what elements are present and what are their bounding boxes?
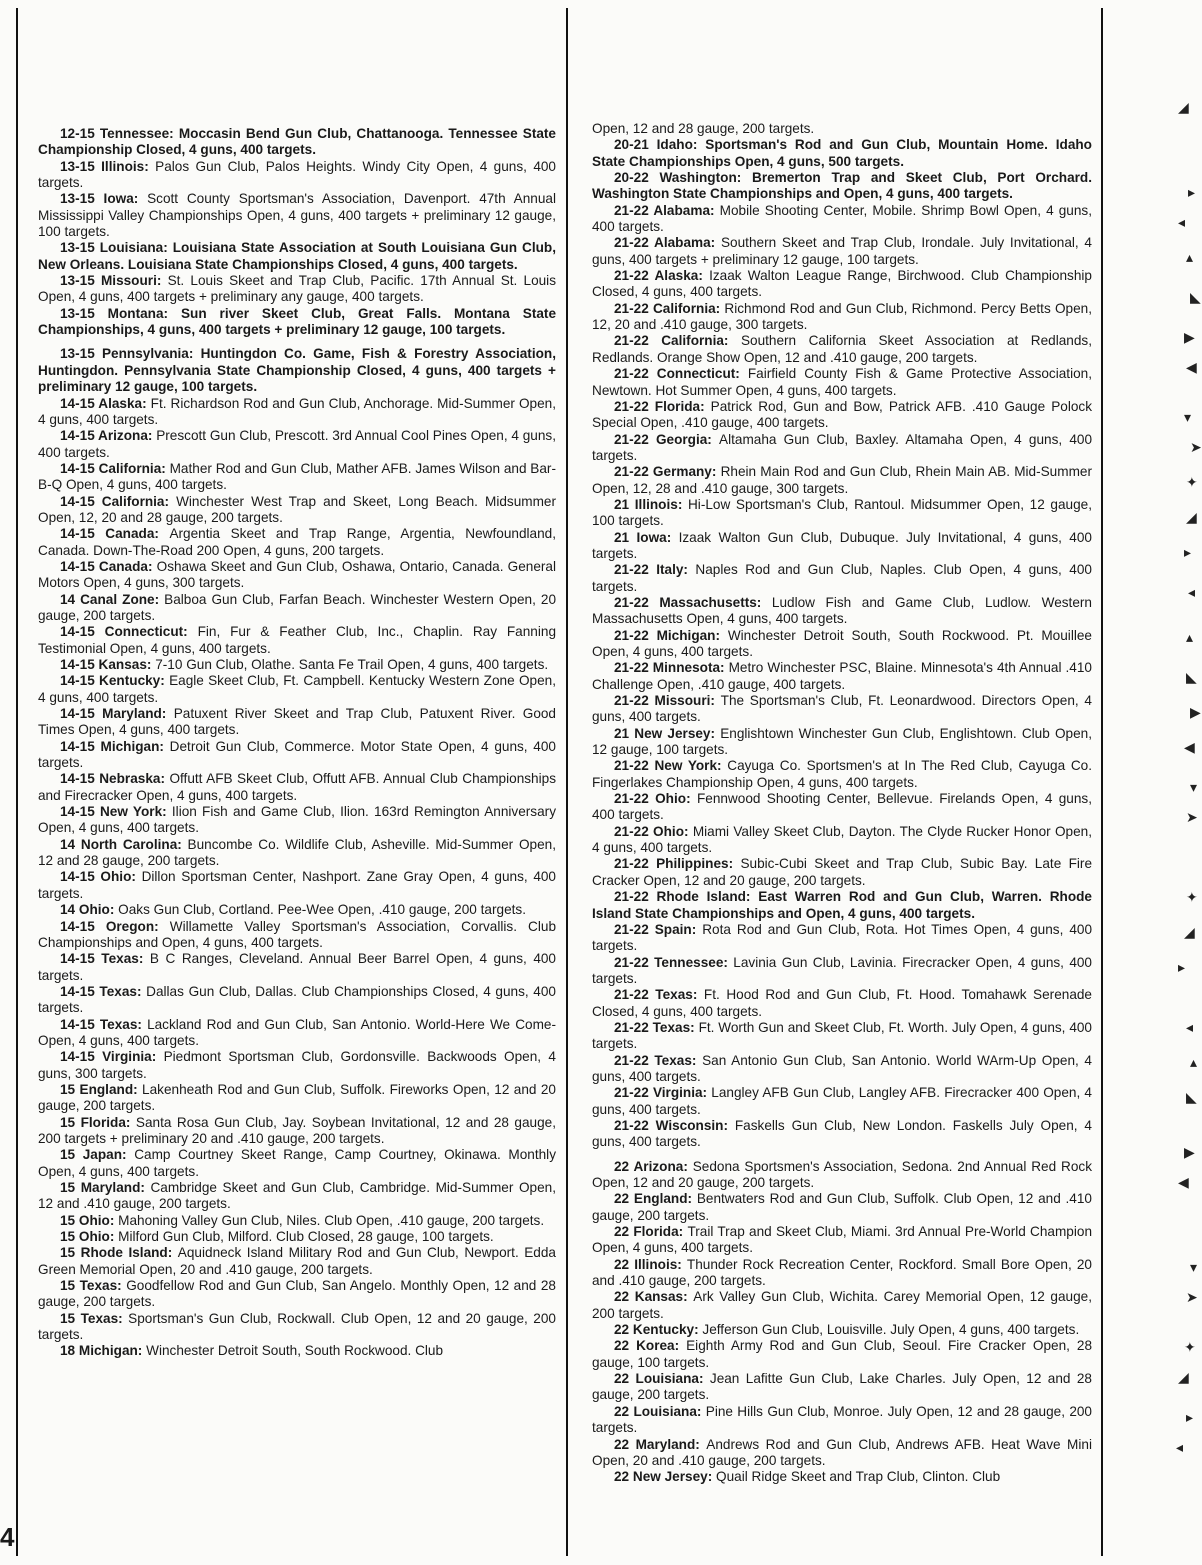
entry-date-location: 22 Maryland: [614, 1436, 707, 1452]
entry-details: Jean Lafitte Gun Club, Lake Charles. July Open, 12 and 28 gauge, 200 targets. [592, 1371, 1092, 1403]
entry-date-location: 13-15 Missouri: [60, 273, 168, 289]
schedule-entry [38, 1213, 556, 1229]
entry-date-location: 14-15 Connecticut: [60, 624, 198, 640]
schedule-entry [38, 592, 556, 625]
schedule-entry [592, 1404, 1092, 1437]
entry-date-location: 14-15 Canada: [60, 526, 170, 542]
schedule-entry [38, 771, 556, 804]
schedule-entry [38, 1115, 556, 1148]
entry-details: Ft. Worth Gun and Skeet Club, Ft. Worth. July Open, 4 guns, 400 targets. [592, 1019, 1092, 1052]
entry-details: The Sportsman's Club, Ft. Leonardwood. Directors Open, 4 guns, 400 targets. [592, 693, 1092, 725]
schedule-entry [38, 526, 556, 559]
schedule-entry [38, 306, 556, 339]
entry-details: B C Ranges, Cleveland. Annual Beer Barrel Open, 4 guns, 400 targets. [38, 951, 556, 983]
entry-details: St. Louis Skeet and Trap Club, Pacific. 17th Annual St. Louis Open, 4 guns, 400 targets + preliminary any gauge, 400 targets. [38, 273, 557, 305]
bleed-mark: ▾ [1190, 779, 1198, 795]
entry-date-location: 21-22 Wisconsin: [614, 1117, 735, 1133]
entry-details: Eighth Army Rod and Gun Club, Seoul. Fire Cracker Open, 28 gauge, 100 targets. [592, 1338, 1092, 1370]
bleed-mark: ▴ [1186, 629, 1194, 645]
entry-details: Ft. Richardson Rod and Gun Club, Anchorage. Mid-Summer Open, 4 guns, 400 targets. [38, 395, 556, 427]
bleed-mark: ◀ [1184, 739, 1195, 755]
entry-date-location: 14-15 Alaska: [60, 395, 151, 411]
entry-date-location: 21-22 New York: [614, 758, 728, 774]
schedule-entry [592, 726, 1092, 759]
entry-details: Southern California Skeet Association at Redlands, Redlands. Orange Show Open, 12 and .410 gauge, 200 targets. [592, 333, 1092, 365]
schedule-entry [592, 301, 1092, 334]
entry-date-location: 14-15 Oregon: [60, 918, 170, 934]
entry-details: Altamaha Gun Club, Baxley. Altamaha Open, 4 guns, 400 targets. [592, 431, 1093, 463]
entry-date-location: 22 Florida: [614, 1224, 688, 1240]
entry-details: Englishtown Winchester Gun Club, Englishtown. Club Open, 12 gauge, 100 targets. [592, 725, 1092, 758]
entry-date-location: 15 Ohio: [60, 1212, 119, 1228]
entry-details: Lakenheath Rod and Gun Club, Suffolk. Fireworks Open, 12 and 20 gauge, 200 targets. [38, 1081, 556, 1114]
entry-date-location: 21-22 Texas: [614, 1019, 699, 1035]
entry-details: San Antonio Gun Club, San Antonio. World WArm-Up Open, 4 guns, 400 targets. [592, 1052, 1092, 1084]
entry-details: Izaak Walton Gun Club, Dubuque. July Invitational, 4 guns, 400 targets. [592, 529, 1092, 561]
schedule-entry [592, 922, 1092, 955]
schedule-entry [38, 951, 556, 984]
entry-date-location: 14-15 Ohio: [60, 869, 142, 885]
schedule-entry [592, 595, 1092, 628]
bleed-mark: ✦ [1186, 889, 1198, 905]
entry-date-location: 21-22 Rhode Island: [614, 889, 759, 905]
entry-date-location: 22 England: [614, 1191, 697, 1207]
entry-date-location: 14-15 Kansas: [60, 657, 156, 672]
schedule-entry [592, 432, 1092, 465]
schedule-entry [38, 657, 556, 673]
entry-date-location: 14-15 Kentucky: [60, 673, 170, 689]
entry-date-location: 22 Louisiana: [614, 1371, 710, 1387]
bleed-mark: ▾ [1190, 1259, 1198, 1275]
entry-date-location: 21-22 Minnesota: [614, 660, 729, 676]
bleed-mark: ◂ [1186, 1019, 1194, 1035]
entry-date-location: 21-22 Missouri: [614, 693, 721, 709]
entry-date-location: 13-15 Iowa: [60, 191, 148, 207]
schedule-entry [592, 170, 1092, 203]
schedule-entry [592, 137, 1092, 170]
schedule-entry [592, 1085, 1092, 1118]
entry-date-location: 21 New Jersey: [614, 725, 721, 741]
schedule-entry [38, 1311, 556, 1344]
entry-details: Winchester Detroit South, South Rockwood. Pt. Mouillee Open, 4 guns, 400 targets. [592, 627, 1092, 659]
entry-details: Pine Hills Gun Club, Monroe. July Open, 12 and 28 gauge, 200 targets. [592, 1403, 1092, 1436]
bleed-mark: ▶ [1184, 329, 1195, 345]
entry-details: Mather Rod and Gun Club, Mather AFB. James Wilson and Bar-B-Q Open, 4 guns, 400 targets. [38, 460, 556, 493]
entry-details: Mobile Shooting Center, Mobile. Shrimp Bowl Open, 4 guns, 400 targets. [592, 202, 1092, 235]
bleed-mark: ◣ [1190, 289, 1201, 305]
bleed-mark: ➤ [1186, 1289, 1198, 1305]
entry-date-location: 13-15 Montana: [60, 305, 181, 321]
column-divider-rule [566, 8, 568, 1556]
entry-details: Dillon Sportsman Center, Nashport. Zane Gray Open, 4 guns, 400 targets. [38, 869, 556, 901]
entry-details: Fin, Fur & Feather Club, Inc., Chaplin. Ray Fanning Testimonial Open, 4 guns, 400 targets. [38, 624, 557, 656]
bleed-mark: ✦ [1186, 474, 1198, 490]
schedule-entry [592, 955, 1092, 988]
schedule-entry [592, 562, 1092, 595]
entry-details: Ludlow Fish and Game Club, Ludlow. Western Massachusetts Open, 4 guns, 400 targets. [592, 594, 1092, 627]
entry-details: Bentwaters Rod and Gun Club, Suffolk. Club Open, 12 and .410 gauge, 200 targets. [592, 1191, 1092, 1223]
entry-date-location: 14-15 Michigan: [60, 738, 170, 754]
entry-details: Huntingdon Co. Game, Fish & Forestry Association, Huntingdon. Pennsylvania State Championship Closed, 4 guns, 400 targets + preliminary 12 gauge, 100 targets. [38, 346, 556, 395]
entry-details: Goodfellow Rod and Gun Club, San Angelo. Monthly Open, 12 and 28 gauge, 200 targets. [38, 1278, 556, 1310]
schedule-entry [38, 1343, 556, 1359]
entry-date-location: 15 Maryland: [60, 1180, 151, 1195]
right-column [592, 121, 1092, 1486]
entry-details: Moccasin Bend Gun Club, Chattanooga. Tennessee State Championship Closed, 4 guns, 400 targets. [38, 126, 556, 158]
entry-details: Ft. Hood Rod and Gun Club, Ft. Hood. Tomahawk Serenade Closed, 4 guns, 400 targets. [592, 987, 1092, 1019]
entry-date-location: 21-22 Alabama: [614, 202, 720, 218]
entry-date-location: 15 Japan: [60, 1147, 135, 1163]
entry-date-location: 21-22 Texas: [614, 1052, 703, 1068]
entry-date-location: 20-22 Washington: [614, 170, 752, 186]
entry-details: Ilion Fish and Game Club, Ilion. 163rd Remington Anniversary Open, 4 guns, 400 targets. [38, 804, 556, 836]
entry-details: Fairfield County Fish & Game Protective Association, Newtown. Hot Summer Open, 4 guns, 400 targets. [592, 366, 1092, 398]
schedule-entry [38, 396, 556, 429]
entry-details: Palos Gun Club, Palos Heights. Windy City Open, 4 guns, 400 targets. [38, 158, 556, 191]
entry-details: Lavinia Gun Club, Lavinia. Firecracker Open, 4 guns, 400 targets. [592, 954, 1092, 986]
entry-date-location: 21-22 Spain: [614, 921, 703, 937]
schedule-entry [38, 559, 556, 592]
entry-details: Mahoning Valley Gun Club, Niles. Club Open, .410 gauge, 200 targets. [118, 1212, 545, 1228]
entry-details: Faskells Gun Club, New London. Faskells July Open, 4 guns, 400 targets. [592, 1117, 1092, 1150]
schedule-entry [592, 758, 1092, 791]
schedule-entry [592, 268, 1092, 301]
entry-details: Lackland Rod and Gun Club, San Antonio. World-Here We Come-Open, 4 guns, 400 targets. [38, 1016, 557, 1048]
entry-date-location: 21-22 Connecticut: [614, 366, 748, 382]
entry-date-location: 21-22 Ohio: [614, 791, 697, 807]
entry-details: Prescott Gun Club, Prescott. 3rd Annual Cool Pines Open, 4 guns, 400 targets. [38, 428, 556, 460]
schedule-entry [38, 1229, 556, 1245]
entry-details: Camp Courtney Skeet Range, Camp Courtney, Okinawa. Monthly Open, 4 guns, 400 targets. [38, 1147, 556, 1179]
bleed-mark: ▴ [1190, 1054, 1198, 1070]
schedule-entry [38, 191, 556, 240]
entry-date-location: 14-15 Virginia: [60, 1049, 164, 1065]
entry-date-location: 22 Illinois: [614, 1256, 687, 1272]
left-column [38, 126, 556, 1360]
schedule-entry [38, 984, 556, 1017]
left-border-rule [16, 8, 18, 1556]
schedule-entry [38, 346, 556, 395]
schedule-entry [38, 428, 556, 461]
schedule-entry [38, 1180, 556, 1213]
entry-details: Dallas Gun Club, Dallas. Club Championships Closed, 4 guns, 400 targets. [38, 983, 556, 1016]
entry-details: Buncombe Co. Wildlife Club, Asheville. Mid-Summer Open, 12 and 28 gauge, 200 targets. [38, 836, 556, 869]
entry-details: Miami Valley Skeet Club, Dayton. The Clyde Rucker Honor Open, 4 guns, 400 targets. [592, 823, 1092, 856]
schedule-entry [38, 240, 556, 273]
entry-date-location: 21-22 Ohio: [614, 823, 693, 839]
entry-date-location: 22 Louisiana: [614, 1403, 706, 1419]
schedule-entry [592, 366, 1092, 399]
schedule-entry [592, 660, 1092, 693]
entry-date-location: 13-15 Illinois: [60, 158, 156, 174]
bleed-mark: ▾ [1184, 409, 1192, 425]
schedule-entry [38, 273, 556, 306]
entry-details: Richmond Rod and Gun Club, Richmond. Percy Betts Open, 12, 20 and .410 gauge, 300 targets. [592, 300, 1092, 333]
entry-date-location: 22 Kansas: [614, 1289, 694, 1305]
entry-date-location: 14-15 Texas: [60, 983, 147, 999]
entry-details: Metro Winchester PSC, Blaine. Minnesota's 4th Annual .410 Challenge Open, .410 gauge, 400 targets. [592, 660, 1092, 692]
entry-date-location: 21-22 Florida: [614, 398, 711, 414]
schedule-entry [38, 624, 556, 657]
entry-date-location: 14-15 Texas: [60, 1016, 148, 1032]
entry-date-location: 22 Korea: [614, 1338, 687, 1354]
entry-date-location: 22 Arizona: [614, 1158, 693, 1174]
bleed-mark: ▸ [1184, 544, 1192, 560]
margin-bleed-marks [1150, 90, 1200, 1490]
entry-details: Sportsman's Rod and Gun Club, Mountain Home. Idaho State Championships Open, 4 guns, 500 targets. [592, 137, 1092, 169]
entry-date-location: 21-22 Texas: [614, 987, 704, 1003]
schedule-entry [38, 494, 556, 527]
entry-details: Santa Rosa Gun Club, Jay. Soybean Invitational, 12 and 28 gauge, 200 targets + preliminary 20 and .410 gauge, 200 targets. [38, 1114, 557, 1146]
entry-date-location: 14 North Carolina: [60, 836, 188, 852]
entry-details: Sedona Sportsmen's Association, Sedona. 2nd Annual Red Rock Open, 12 and 20 gauge, 200 targets. [592, 1158, 1092, 1190]
schedule-entry [592, 1371, 1092, 1404]
entry-details: Izaak Walton League Range, Birchwood. Club Championship Closed, 4 guns, 400 targets. [592, 268, 1092, 300]
bleed-mark: ▸ [1186, 1409, 1194, 1425]
entry-date-location: 14-15 Texas: [60, 951, 150, 967]
entry-date-location: 20-21 Idaho: [614, 137, 706, 153]
entry-date-location: 14 Canal Zone: [60, 591, 165, 607]
entry-details: Trail Trap and Skeet Club, Miami. 3rd Annual Pre-World Champion Open, 4 guns, 400 targets. [592, 1224, 1093, 1256]
schedule-entry [592, 856, 1092, 889]
entry-details: Argentia Skeet and Trap Range, Argentia, Newfoundland, Canada. Down-The-Road 200 Open, 4 guns, 200 targets. [38, 526, 556, 558]
schedule-entry [592, 464, 1092, 497]
entry-details: Hi-Low Sportsman's Club, Rantoul. Midsummer Open, 12 gauge, 100 targets. [592, 496, 1092, 529]
entry-details: Detroit Gun Club, Commerce. Motor State Open, 4 guns, 400 targets. [38, 738, 556, 771]
schedule-entry [38, 739, 556, 772]
entry-details: Eagle Skeet Club, Ft. Campbell. Kentucky Western Zone Open, 4 guns, 400 targets. [38, 673, 556, 705]
schedule-entry [592, 1159, 1092, 1192]
entry-details: Sportsman's Gun Club, Rockwall. Club Open, 12 and 20 gauge, 200 targets. [38, 1310, 556, 1343]
schedule-entry [592, 399, 1092, 432]
bleed-mark: ▴ [1186, 249, 1194, 265]
entry-date-location: 21-22 Alabama: [614, 235, 721, 251]
entry-date-location: 21 Iowa: [614, 529, 679, 545]
entry-date-location: 21 Illinois: [614, 496, 688, 512]
entry-date-location: 21-22 Italy: [614, 562, 696, 578]
entry-date-location: 13-15 Pennsylvania: [60, 346, 201, 362]
schedule-entry [592, 1322, 1092, 1338]
bleed-mark: ▶ [1190, 704, 1201, 720]
bleed-mark: ◣ [1186, 669, 1197, 685]
schedule-entry [38, 919, 556, 952]
right-border-rule [1101, 8, 1103, 1556]
schedule-entry [592, 1053, 1092, 1086]
entry-date-location: 14-15 Arizona: [60, 428, 157, 444]
entry-details: Scott County Sportsman's Association, Davenport. 47th Annual Mississippi Valley Championships Open, 4 guns, 400 targets + preliminary 12 gauge, 100 targets. [38, 191, 557, 240]
schedule-entry [592, 1469, 1092, 1485]
entry-date-location: 21-22 Philippines: [614, 856, 741, 872]
entry-date-location: 21-22 Germany: [614, 464, 721, 480]
schedule-entry [592, 1257, 1092, 1290]
entry-details: Winchester Detroit South, South Rockwood. Club [146, 1343, 444, 1359]
entry-details: Aquidneck Island Military Rod and Gun Club, Newport. Edda Green Memorial Open, 20 and .410 gauge, 200 targets. [38, 1245, 556, 1277]
entry-details: 7-10 Gun Club, Olathe. Santa Fe Trail Open, 4 guns, 400 targets. [155, 657, 549, 672]
entry-details: Rhein Main Rod and Gun Club, Rhein Main AB. Mid-Summer Open, 12, 28 and .410 gauge, 300 targets. [592, 464, 1092, 496]
bleed-mark: ✦ [1184, 1339, 1196, 1355]
entry-details: Offutt AFB Skeet Club, Offutt AFB. Annual Club Championships and Firecracker Open, 4 guns, 400 targets. [38, 771, 556, 803]
schedule-entry [592, 1191, 1092, 1224]
schedule-entry [592, 530, 1092, 563]
entry-date-location: 14-15 California: [60, 460, 170, 476]
entry-details: Oshawa Skeet and Gun Club, Oshawa, Ontario, Canada. General Motors Open, 4 guns, 300 targets. [38, 558, 556, 591]
entry-date-location: 15 Rhode Island: [60, 1245, 178, 1261]
schedule-entry [38, 1049, 556, 1082]
entry-date-location: 21-22 Massachusetts: [614, 594, 772, 610]
entry-details: Ark Valley Gun Club, Wichita. Carey Memorial Open, 12 gauge, 200 targets. [592, 1289, 1093, 1321]
entry-date-location: 14-15 California: [60, 493, 177, 509]
bleed-mark: ▸ [1178, 959, 1186, 975]
entry-details: Cambridge Skeet and Gun Club, Cambridge. Mid-Summer Open, 12 and .410 gauge, 200 targets. [38, 1180, 556, 1212]
bleed-mark: ➤ [1190, 439, 1202, 455]
schedule-entry [592, 889, 1092, 922]
schedule-entry [38, 461, 556, 494]
entry-details: East Warren Rod and Gun Club, Warren. Rhode Island State Championships and Open, 4 guns, 400 targets. [592, 889, 1092, 921]
entry-details: Southern Skeet and Trap Club, Irondale. July Invitational, 4 guns, 400 targets + preliminary 12 gauge, 100 targets. [592, 235, 1092, 267]
bleed-mark: ◢ [1178, 1369, 1189, 1385]
schedule-entry [592, 1338, 1092, 1371]
schedule-entry [38, 1082, 556, 1115]
bleed-mark: ◢ [1186, 509, 1197, 525]
entry-date-location: 15 England: [60, 1081, 143, 1097]
entry-date-location: 15 Florida: [60, 1114, 136, 1130]
entry-details: Winchester West Trap and Skeet, Long Beach. Midsummer Open, 12, 20 and 28 gauge, 200 targets. [38, 493, 556, 525]
schedule-entry [38, 159, 556, 192]
entry-details: Bremerton Trap and Skeet Club, Port Orchard. Washington State Championships and Open, 4 guns, 400 targets. [592, 170, 1092, 202]
entry-details: Cayuga Co. Sportsmen's at In The Red Club, Cayuga Co. Fingerlakes Championship Open, 4 guns, 400 targets. [592, 758, 1093, 790]
schedule-entry [592, 1118, 1092, 1151]
entry-date-location: 21-22 California: [614, 300, 725, 316]
schedule-entry [592, 497, 1092, 530]
bleed-mark: ◂ [1188, 584, 1196, 600]
entry-date-location: 22 Kentucky: [614, 1322, 703, 1338]
schedule-entry [592, 791, 1092, 824]
schedule-entry [592, 693, 1092, 726]
entry-details: Thunder Rock Recreation Center, Rockford. Small Bore Open, 20 and .410 gauge, 200 targets. [592, 1256, 1092, 1289]
entry-date-location: 15 Ohio: [60, 1229, 119, 1245]
right-column-entries [592, 137, 1092, 1485]
continuation-text: Open, 12 and 28 gauge, 200 targets. [592, 121, 815, 136]
schedule-entry [592, 987, 1092, 1020]
bleed-mark: ◢ [1178, 99, 1189, 115]
bleed-mark: ◀ [1186, 359, 1197, 375]
entry-details: Sun river Skeet Club, Great Falls. Montana State Championships, 4 guns, 400 targets + preliminary 12 gauge, 100 targets. [38, 305, 556, 338]
entry-date-location: 12-15 Tennessee: [60, 126, 179, 141]
schedule-entry [592, 1289, 1092, 1322]
bleed-mark: ▶ [1184, 1144, 1195, 1160]
schedule-entry [592, 1020, 1092, 1053]
entry-date-location: 15 Texas: [60, 1278, 127, 1294]
entry-date-location: 22 New Jersey: [614, 1469, 717, 1485]
entry-date-location: 21-22 Tennessee: [614, 954, 734, 970]
schedule-entry [38, 869, 556, 902]
entry-details: Quail Ridge Skeet and Trap Club, Clinton. Club [716, 1469, 1001, 1485]
entry-details: Jefferson Gun Club, Louisville. July Open, 4 guns, 400 targets. [702, 1322, 1080, 1338]
schedule-entry [592, 628, 1092, 661]
schedule-entry [592, 1224, 1092, 1257]
schedule-entry [592, 1437, 1092, 1470]
entry-details: Patuxent River Skeet and Trap Club, Patuxent River. Good Times Open, 4 guns, 400 targets. [38, 706, 556, 738]
entry-date-location: 14-15 Canada: [60, 558, 157, 574]
entry-details: Milford Gun Club, Milford. Club Closed, 28 gauge, 100 targets. [118, 1229, 494, 1245]
entry-date-location: 14 Ohio: [60, 902, 119, 918]
entry-date-location: 21-22 Virginia: [614, 1085, 712, 1101]
schedule-entry [592, 824, 1092, 857]
entry-date-location: 21-22 Michigan: [614, 627, 728, 643]
entry-details: Rota Rod and Gun Club, Rota. Hot Times Open, 4 guns, 400 targets. [592, 921, 1093, 954]
schedule-entry [38, 1017, 556, 1050]
schedule-entry [38, 902, 556, 918]
entry-details: Fennwood Shooting Center, Bellevue. Firelands Open, 4 guns, 400 targets. [592, 791, 1093, 823]
schedule-entry [592, 235, 1092, 268]
entry-date-location: 21-22 California: [614, 333, 741, 349]
schedule-entry [38, 706, 556, 739]
entry-details: Willamette Valley Sportsman's Association, Corvallis. Club Championships and Open, 4 guns, 400 targets. [38, 918, 556, 950]
entry-date-location: 15 Texas: [60, 1310, 129, 1326]
entry-date-location: 21-22 Georgia: [614, 431, 720, 447]
bleed-mark: ◂ [1178, 214, 1186, 230]
entry-date-location: 14-15 Maryland: [60, 706, 174, 722]
entry-details: Louisiana State Association at South Louisiana Gun Club, New Orleans. Louisiana State Championships Closed, 4 guns, 400 targets. [38, 240, 556, 272]
schedule-entry [38, 837, 556, 870]
bleed-mark: ➤ [1186, 809, 1198, 825]
entry-date-location: 14-15 Nebraska: [60, 771, 170, 787]
entry-date-location: 18 Michigan: [60, 1343, 147, 1359]
schedule-entry [38, 1147, 556, 1180]
page-number: 4 [0, 1522, 15, 1552]
entry-date-location: 14-15 New York: [60, 804, 172, 820]
bleed-mark: ◂ [1176, 1439, 1184, 1455]
entry-details: Andrews Rod and Gun Club, Andrews AFB. Heat Wave Mini Open, 20 and .410 gauge, 200 targets. [592, 1436, 1092, 1468]
entry-date-location: 21-22 Alaska: [614, 268, 710, 284]
entry-details: Langley AFB Gun Club, Langley AFB. Firecracker 400 Open, 4 guns, 400 targets. [592, 1085, 1092, 1117]
schedule-entry [38, 126, 556, 159]
entry-details: Balboa Gun Club, Farfan Beach. Winchester Western Open, 20 gauge, 200 targets. [38, 591, 556, 623]
schedule-entry [38, 804, 556, 837]
schedule-entry [592, 203, 1092, 236]
bleed-mark: ◢ [1184, 924, 1195, 940]
entry-details: Patrick Rod, Gun and Bow, Patrick AFB. .410 Gauge Polock Special Open, .410 gauge, 400 targets. [592, 398, 1092, 431]
bleed-mark: ▸ [1188, 184, 1196, 200]
bleed-mark: ◣ [1186, 1089, 1197, 1105]
entry-details: Naples Rod and Gun Club, Naples. Club Open, 4 guns, 400 targets. [592, 562, 1092, 594]
entry-details: Piedmont Sportsman Club, Gordonsville. Backwoods Open, 4 guns, 300 targets. [38, 1049, 556, 1081]
schedule-entry [38, 673, 556, 706]
schedule-entry [592, 333, 1092, 366]
schedule-entry [38, 1245, 556, 1278]
schedule-entry [38, 1278, 556, 1311]
bleed-mark: ◀ [1178, 1174, 1189, 1190]
entry-date-location: 13-15 Louisiana: [60, 240, 173, 256]
entry-details: Subic-Cubi Skeet and Trap Club, Subic Bay. Late Fire Cracker Open, 12 and 20 gauge, 200 targets. [592, 856, 1092, 888]
entry-details: Oaks Gun Club, Cortland. Pee-Wee Open, .410 gauge, 200 targets. [118, 902, 526, 918]
